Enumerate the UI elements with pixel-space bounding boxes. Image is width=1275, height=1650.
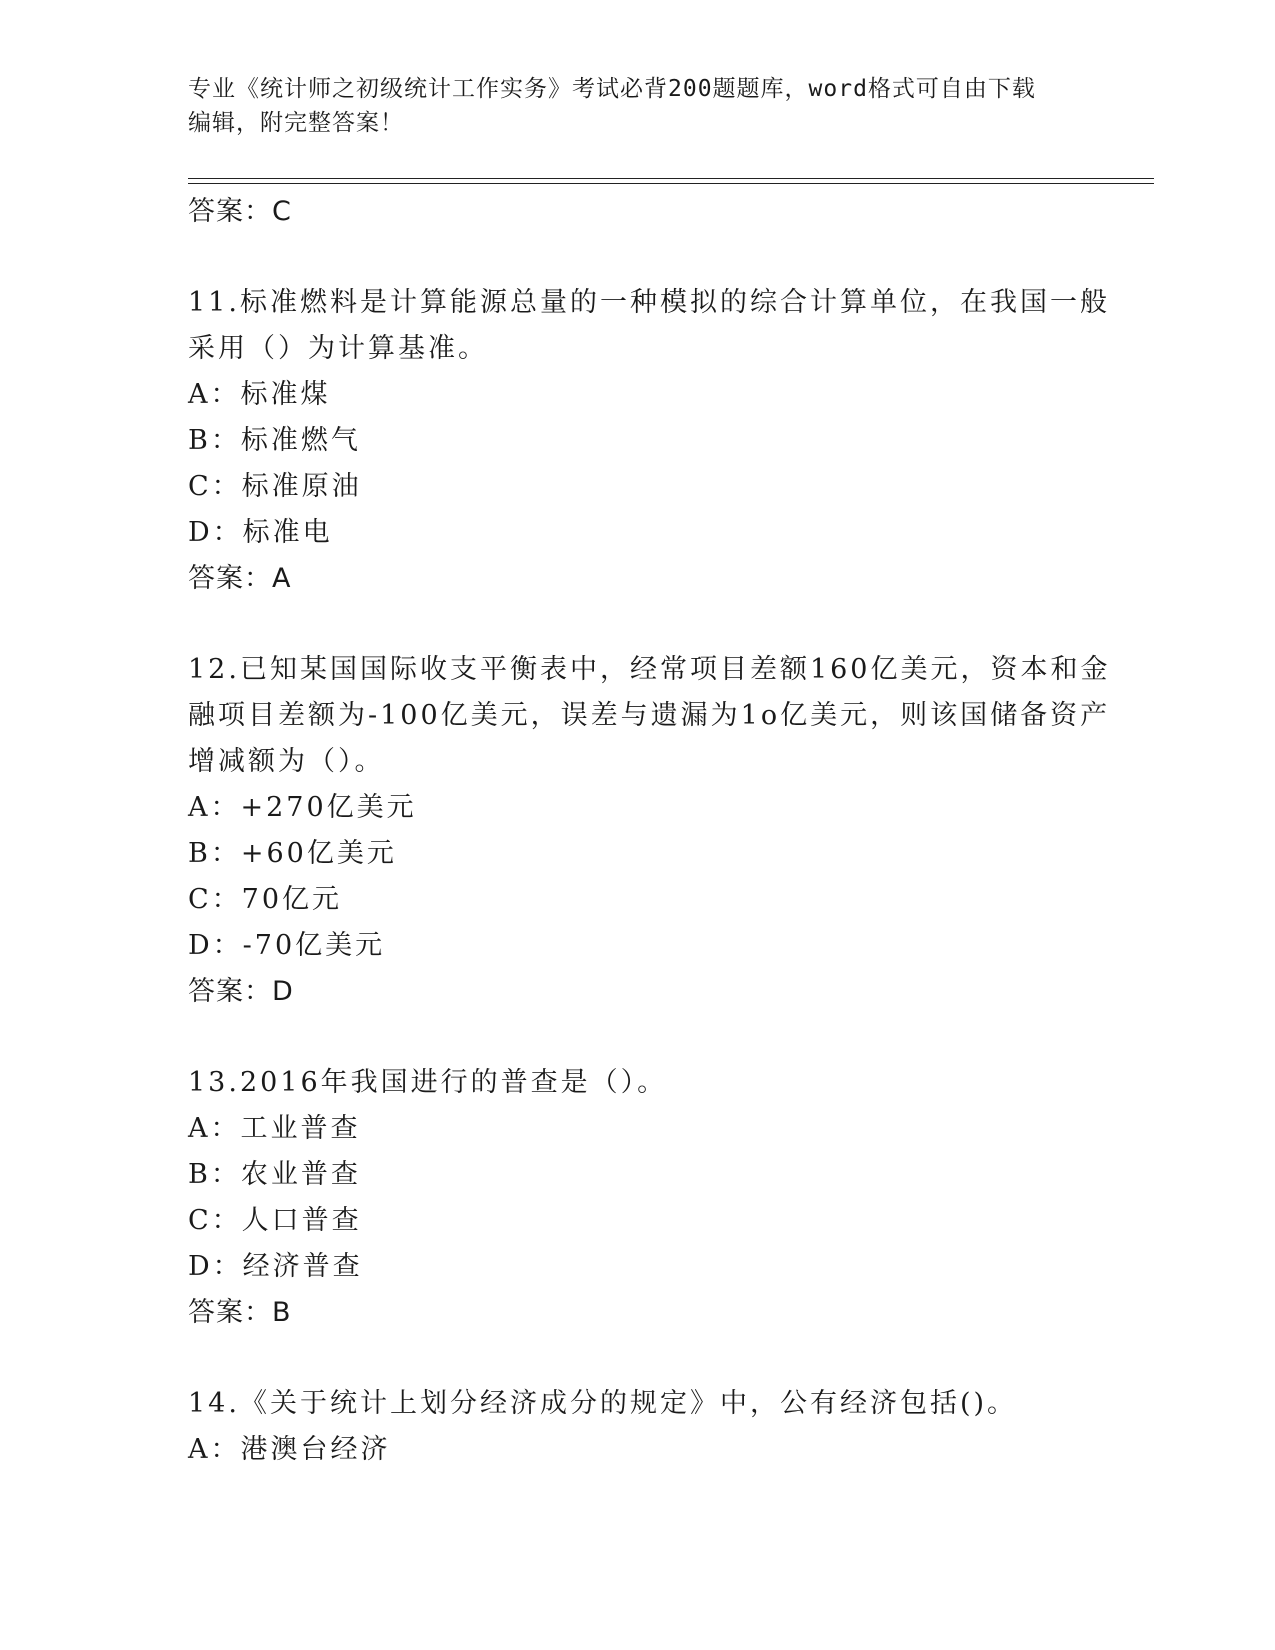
- question-14-option-a: A：港澳台经济: [188, 1434, 391, 1465]
- question-13-option-c: C：人口普查: [188, 1205, 362, 1236]
- previous-answer: 答案：C: [188, 196, 292, 227]
- header-rule-top: [188, 178, 1154, 179]
- document-header: [188, 72, 1088, 140]
- question-11-answer: 答案：A: [188, 563, 292, 594]
- header-rule-bottom: [188, 183, 1154, 184]
- question-12-answer: 答案：D: [188, 976, 294, 1007]
- question-13-option-a: A：工业普查: [188, 1113, 361, 1144]
- question-14: [188, 1381, 1088, 1473]
- question-12-text-2: 融项目差额为-100亿美元，误差与遗漏为1o亿美元，则该国储备资产: [188, 700, 1111, 731]
- question-12-option-a: A：+270亿美元: [188, 792, 417, 823]
- question-12-option-b: B：+60亿美元: [188, 838, 397, 869]
- question-13-option-b: B：农业普查: [188, 1159, 361, 1190]
- header-line-2: 编辑，附完整答案！: [188, 110, 404, 136]
- question-11-option-b: B：标准燃气: [188, 425, 361, 456]
- question-11-option-d: D：标准电: [188, 517, 333, 548]
- question-12-text-3: 增减额为（）。: [188, 746, 385, 777]
- question-14-text-1: 14.《关于统计上划分经济成分的规定》中，公有经济包括()。: [188, 1388, 1018, 1419]
- header-line-1: 专业《统计师之初级统计工作实务》考试必背200题题库，word格式可自由下载: [188, 76, 1036, 102]
- question-12-option-c: C：70亿元: [188, 884, 343, 915]
- question-11: [188, 280, 1110, 602]
- question-11-option-c: C：标准原油: [188, 471, 362, 502]
- question-13-option-d: D：经济普查: [188, 1251, 363, 1282]
- question-12-text-1: 12.已知某国国际收支平衡表中，经常项目差额160亿美元，资本和金: [188, 654, 1111, 685]
- question-11-text-1: 11.标准燃料是计算能源总量的一种模拟的综合计算单位，在我国一般: [188, 287, 1110, 318]
- question-12-option-d: D：-70亿美元: [188, 930, 386, 961]
- question-13-text-1: 13.2016年我国进行的普查是（）。: [188, 1067, 668, 1098]
- question-list: [188, 189, 1111, 1473]
- question-13: [188, 1060, 1088, 1336]
- question-13-answer: 答案：B: [188, 1297, 292, 1328]
- question-12: [188, 647, 1111, 1015]
- question-11-option-a: A：标准煤: [188, 379, 331, 410]
- question-11-text-2: 采用（）为计算基准。: [188, 333, 488, 364]
